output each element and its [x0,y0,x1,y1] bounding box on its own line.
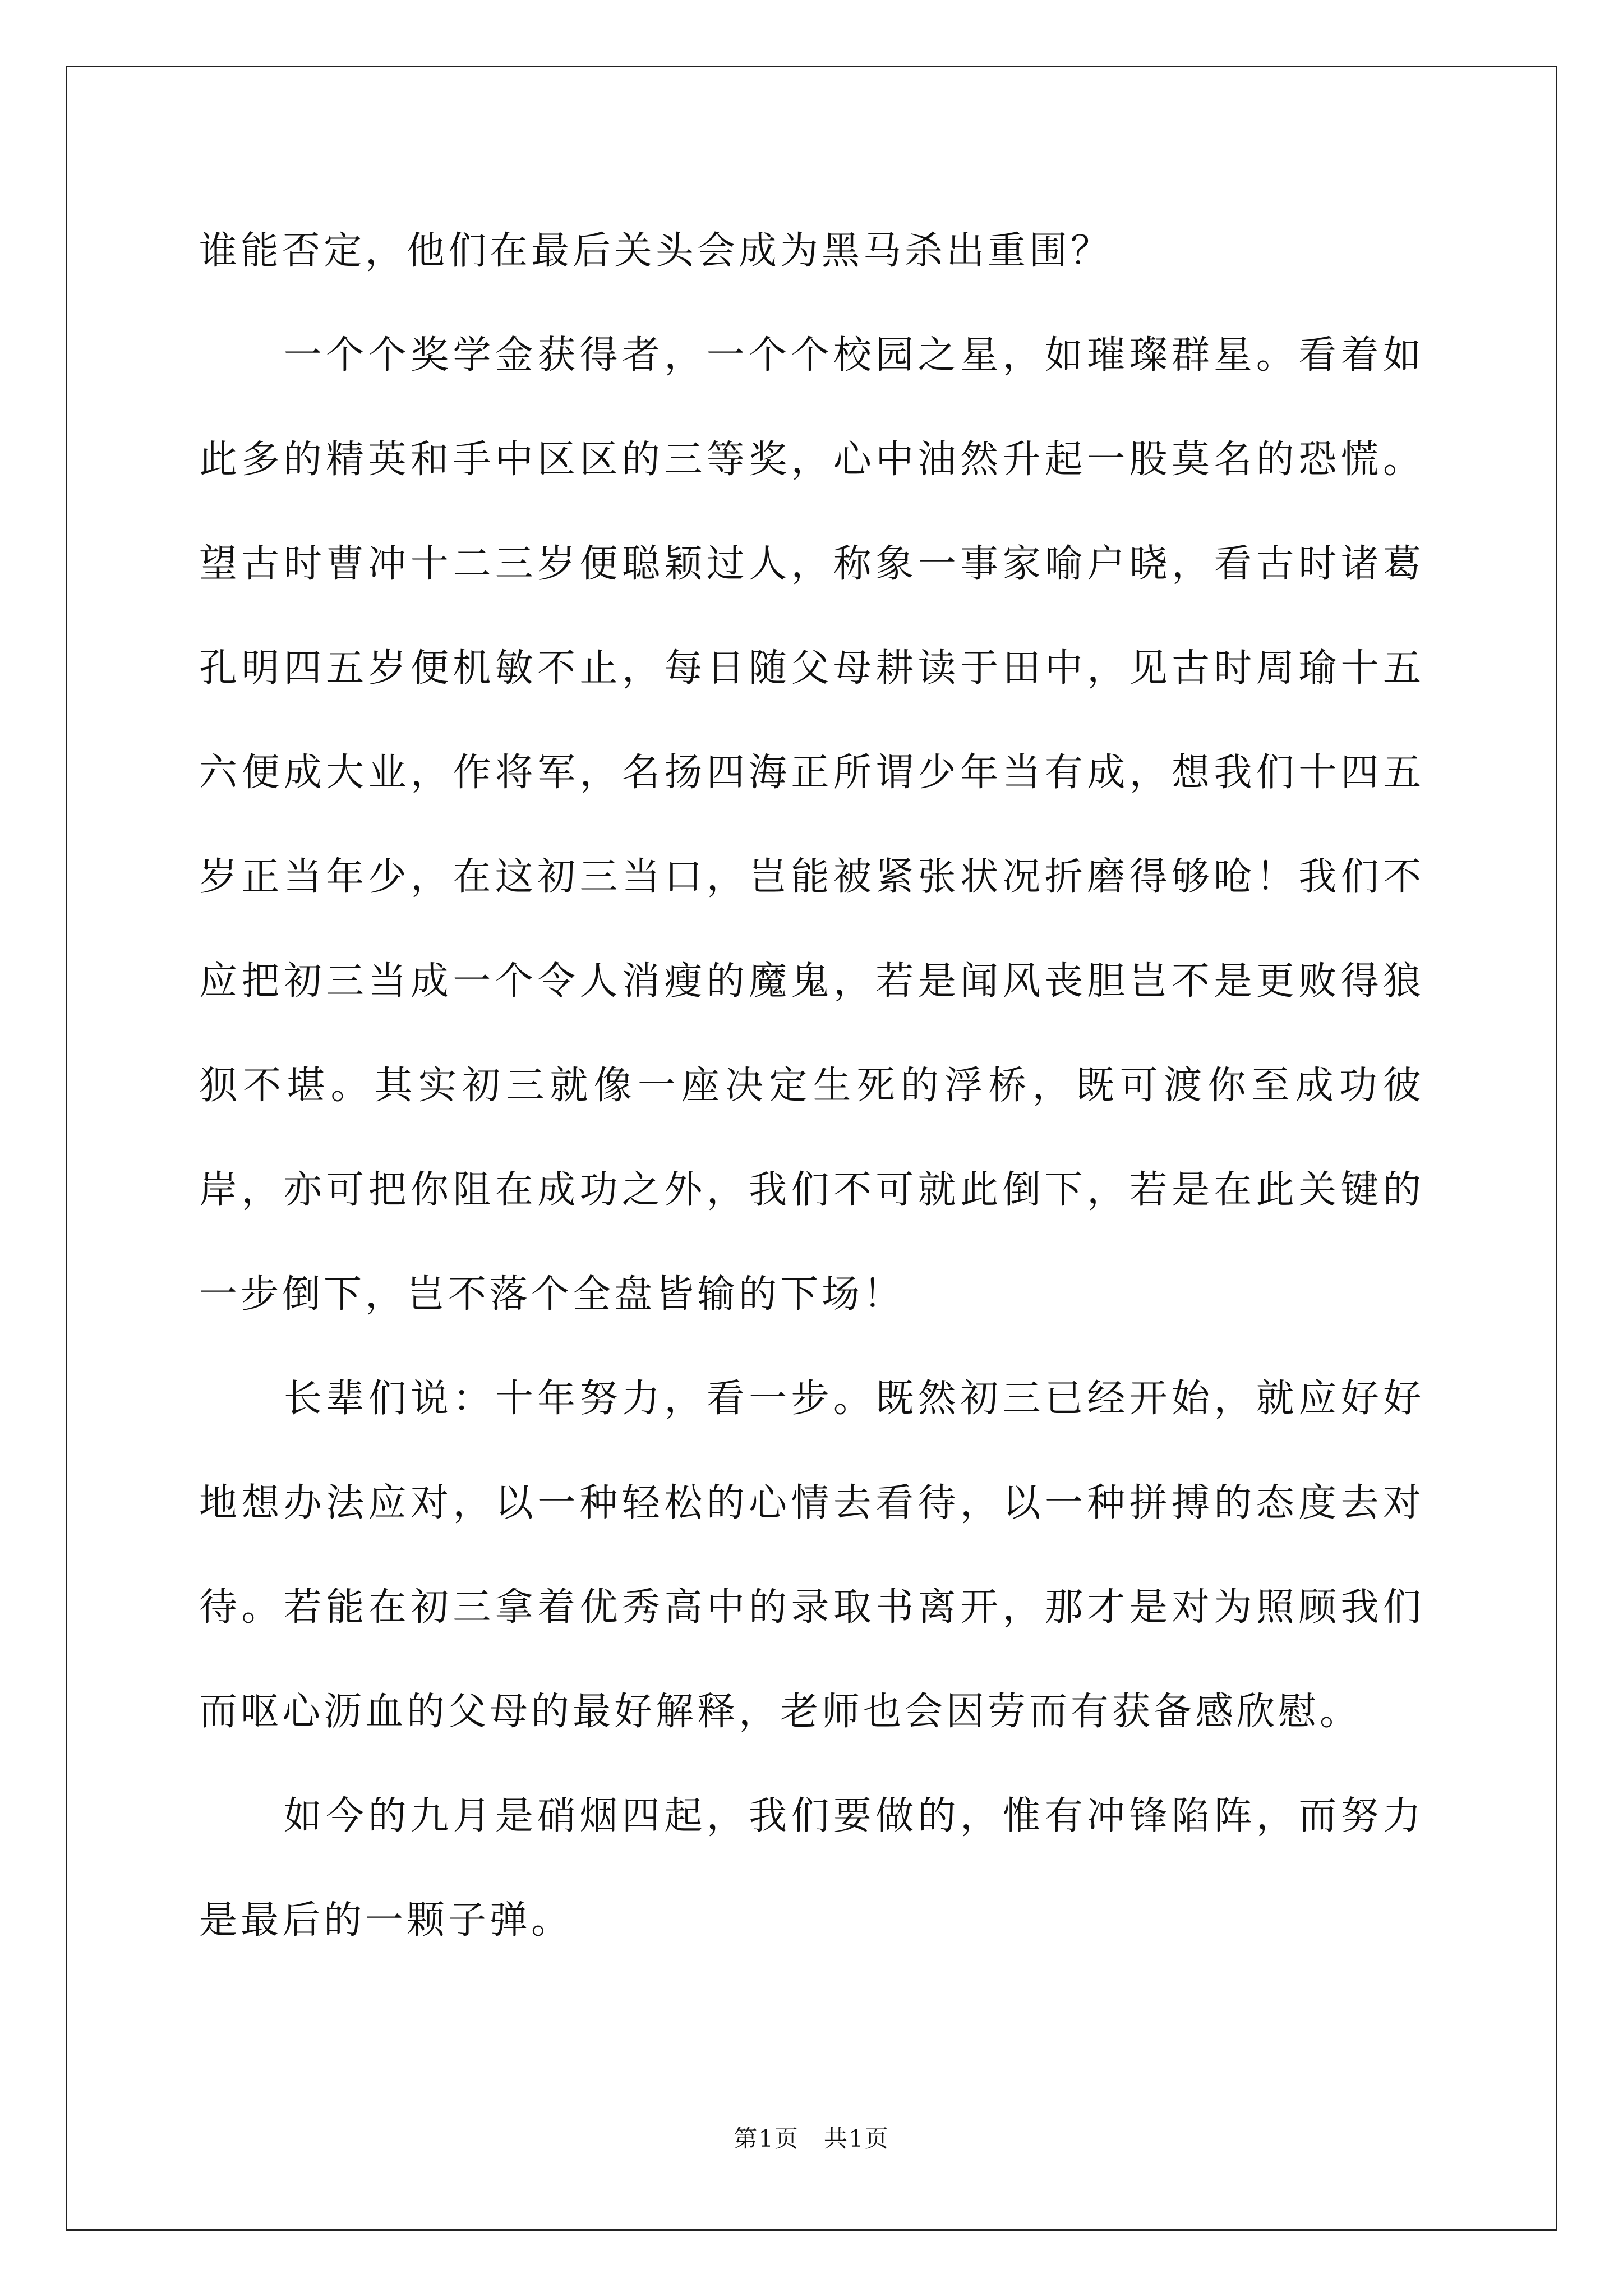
paragraph: 一个个奖学金获得者，一个个校园之星，如璀璨群星。看着如此多的精英和手中区区的三等奖，心中油然升起一股莫名的恐慌。望古时曹冲十二三岁便聪颖过人，称象一事家喻户晓，看古时诸葛孔明四五岁便机敏不止，每日随父母耕读于田中，见古时周瑜十五六便成大业，作将军，名扬四海正所谓少年当有成，想我们十四五岁正当年少，在这初三当口，岂能被紧张状况折磨得够呛！我们不应把初三当成一个令人消瘦的魔鬼，若是闻风丧胆岂不是更败得狼狈不堪。其实初三就像一座决定生死的浮桥，既可渡你至成功彼岸，亦可把你阻在成功之外，我们不可就此倒下，若是在此关键的一步倒下，岂不落个全盘皆输的下场！ [199,333,1424,1317]
paragraph: 如今的九月是硝烟四起，我们要做的，惟有冲锋陷阵，而努力是最后的一颗子弹。 [199,1794,1424,1943]
document-body [199,199,1424,1973]
page-footer [0,2120,1623,2154]
paragraph: 长辈们说：十年努力，看一步。既然初三已经开始，就应好好地想办法应对，以一种轻松的心情去看待，以一种拼搏的态度去对待。若能在初三拿着优秀高中的录取书离开，那才是对为照顾我们而呕心沥血的父母的最好解释，老师也会因劳而有获备感欣慰。 [199,1377,1424,1734]
paragraph: 谁能否定，他们在最后关头会成为黑马杀出重围？ [199,229,1113,273]
page-number: 第1页 共1页 [734,2125,889,2152]
